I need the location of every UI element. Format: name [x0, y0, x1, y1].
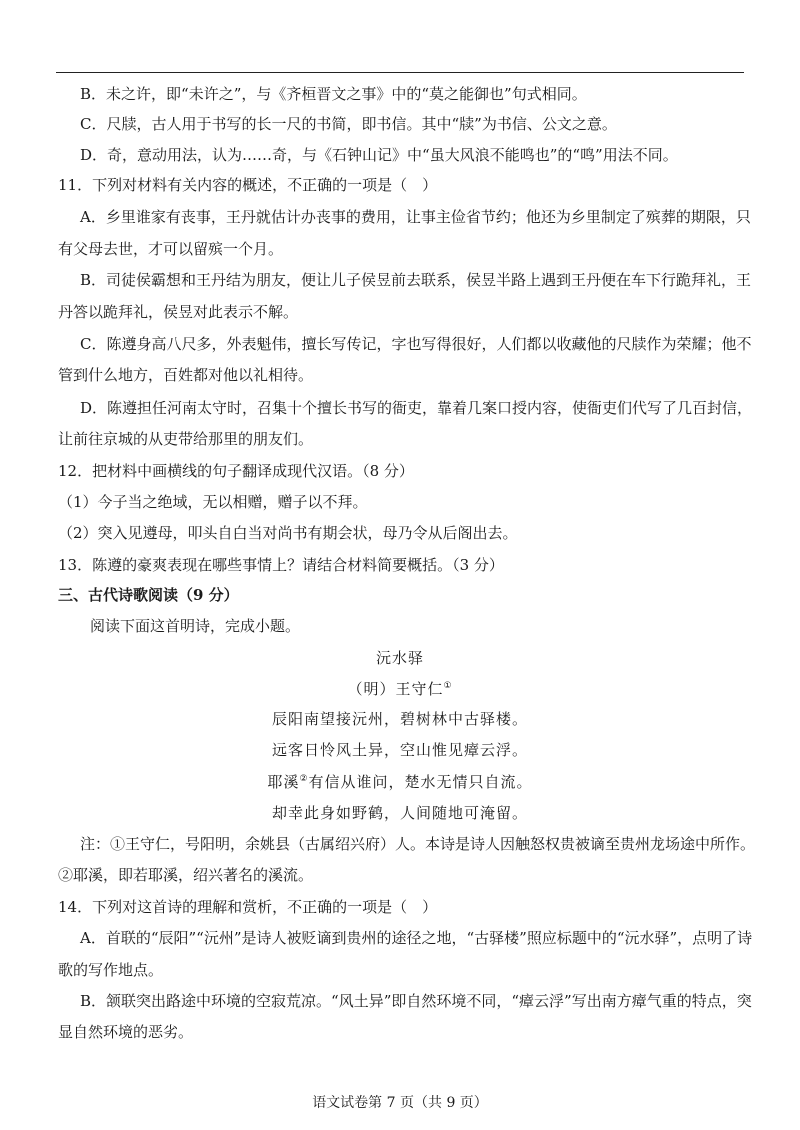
poem-line-2: 远客日怜风土异，空山惟见瘴云浮。	[271, 741, 528, 759]
q14-option-b-line2: 显自然环境的恶劣。	[58, 1023, 194, 1041]
section-3-intro: 阅读下面这首明诗，完成小题。	[90, 617, 301, 635]
q11-option-b-line2: 丹答以跪拜礼，侯昱对此表示不解。	[58, 303, 299, 321]
q11-stem: 11．下列对材料有关内容的概述，不正确的一项是（ ）	[58, 176, 438, 194]
poem-note-2: ②耶溪，即若耶溪，绍兴著名的溪流。	[58, 866, 314, 884]
poem-title: 沅水驿	[375, 649, 424, 667]
q12-sentence-1: （1）今子当之绝域，无以相赠，赠子以不拜。	[58, 493, 368, 511]
q14-option-a-line1: A．首联的“辰阳”“沅州”是诗人被贬谪到贵州的途径之地，“古驿楼”照应标题中的“沅水驿”，点明了诗	[80, 929, 753, 947]
q13-stem: 13．陈遵的豪爽表现在哪些事情上？请结合材料简要概括。（3 分）	[58, 556, 504, 574]
poem-author: （明）王守仁	[347, 680, 444, 698]
q14-stem: 14．下列对这首诗的理解和赏析，不正确的一项是（ ）	[58, 898, 438, 916]
page-footer: 语文试卷第 7 页（共 9 页）	[312, 1095, 488, 1111]
poem-line-3-part-a: 耶溪	[267, 773, 300, 791]
poem-author-note-mark: ①	[443, 681, 453, 691]
poem-line-3	[0, 772, 800, 792]
q12-sentence-2: （2）突入见遵母，叩头自白当对尚书有期会状，母乃令从后阁出去。	[58, 524, 518, 542]
poem-line-3-part-b: 有信从谁问，楚水无情只自流。	[308, 773, 533, 791]
q11-option-a-line2: 有父母去世，才可以留殡一个月。	[58, 240, 284, 258]
q11-option-c-line2: 管到什么地方，百姓都对他以礼相待。	[58, 366, 314, 384]
poem-line-1: 辰阳南望接沅州，碧树林中古驿楼。	[271, 710, 528, 728]
poem-line-3-note-mark: ②	[299, 774, 309, 784]
q14-option-b-line1: B．颔联突出路途中环境的空寂荒凉。“风土异”即自然环境不同，“瘴云浮”写出南方瘴气重的特点，突	[80, 992, 752, 1010]
q11-option-c-line1: C．陈遵身高八尺多，外表魁伟，擅长写传记，字也写得很好，人们都以收藏他的尺牍作为荣耀；他不	[80, 335, 752, 353]
q11-option-a-line1: A．乡里谁家有丧事，王丹就估计办丧事的费用，让事主俭省节约；他还为乡里制定了殡葬的期限，只	[80, 208, 751, 226]
section-3-heading: 三、古代诗歌阅读（9 分）	[58, 586, 239, 604]
q11-option-d-line1: D．陈遵担任河南太守时，召集十个擅长书写的衙吏，靠着几案口授内容，使衙吏们代写了几百封信，	[80, 399, 753, 417]
q12-stem: 12．把材料中画横线的句子翻译成现代汉语。（8 分）	[58, 462, 414, 480]
q14-option-a-line2: 歌的写作地点。	[58, 961, 164, 979]
q11-option-b-line1: B．司徒侯霸想和王丹结为朋友，便让儿子侯昱前去联系，侯昱半路上遇到王丹便在车下行跪拜礼，王	[80, 271, 752, 289]
header-rule	[56, 72, 744, 73]
poem-line-4: 却幸此身如野鹤，人间随地可淹留。	[271, 804, 528, 822]
q10-option-d: D．奇，意动用法，认为……奇，与《石钟山记》中“虽大风浪不能鸣也”的“鸣”用法不同。	[80, 146, 678, 164]
q11-option-d-line2: 让前往京城的从吏带给那里的朋友们。	[58, 430, 314, 448]
q10-option-b: B．未之许，即“未许之”，与《齐桓晋文之事》中的“莫之能御也”句式相同。	[80, 85, 587, 103]
q10-option-c: C．尺牍，古人用于书写的长一尺的书简，即书信。其中“牍”为书信、公文之意。	[80, 115, 617, 133]
poem-author-line	[0, 679, 800, 699]
poem-note-1: 注：①王守仁，号阳明，余姚县（古属绍兴府）人。本诗是诗人因触怒权贵被谪至贵州龙场途中所作。	[80, 835, 756, 853]
